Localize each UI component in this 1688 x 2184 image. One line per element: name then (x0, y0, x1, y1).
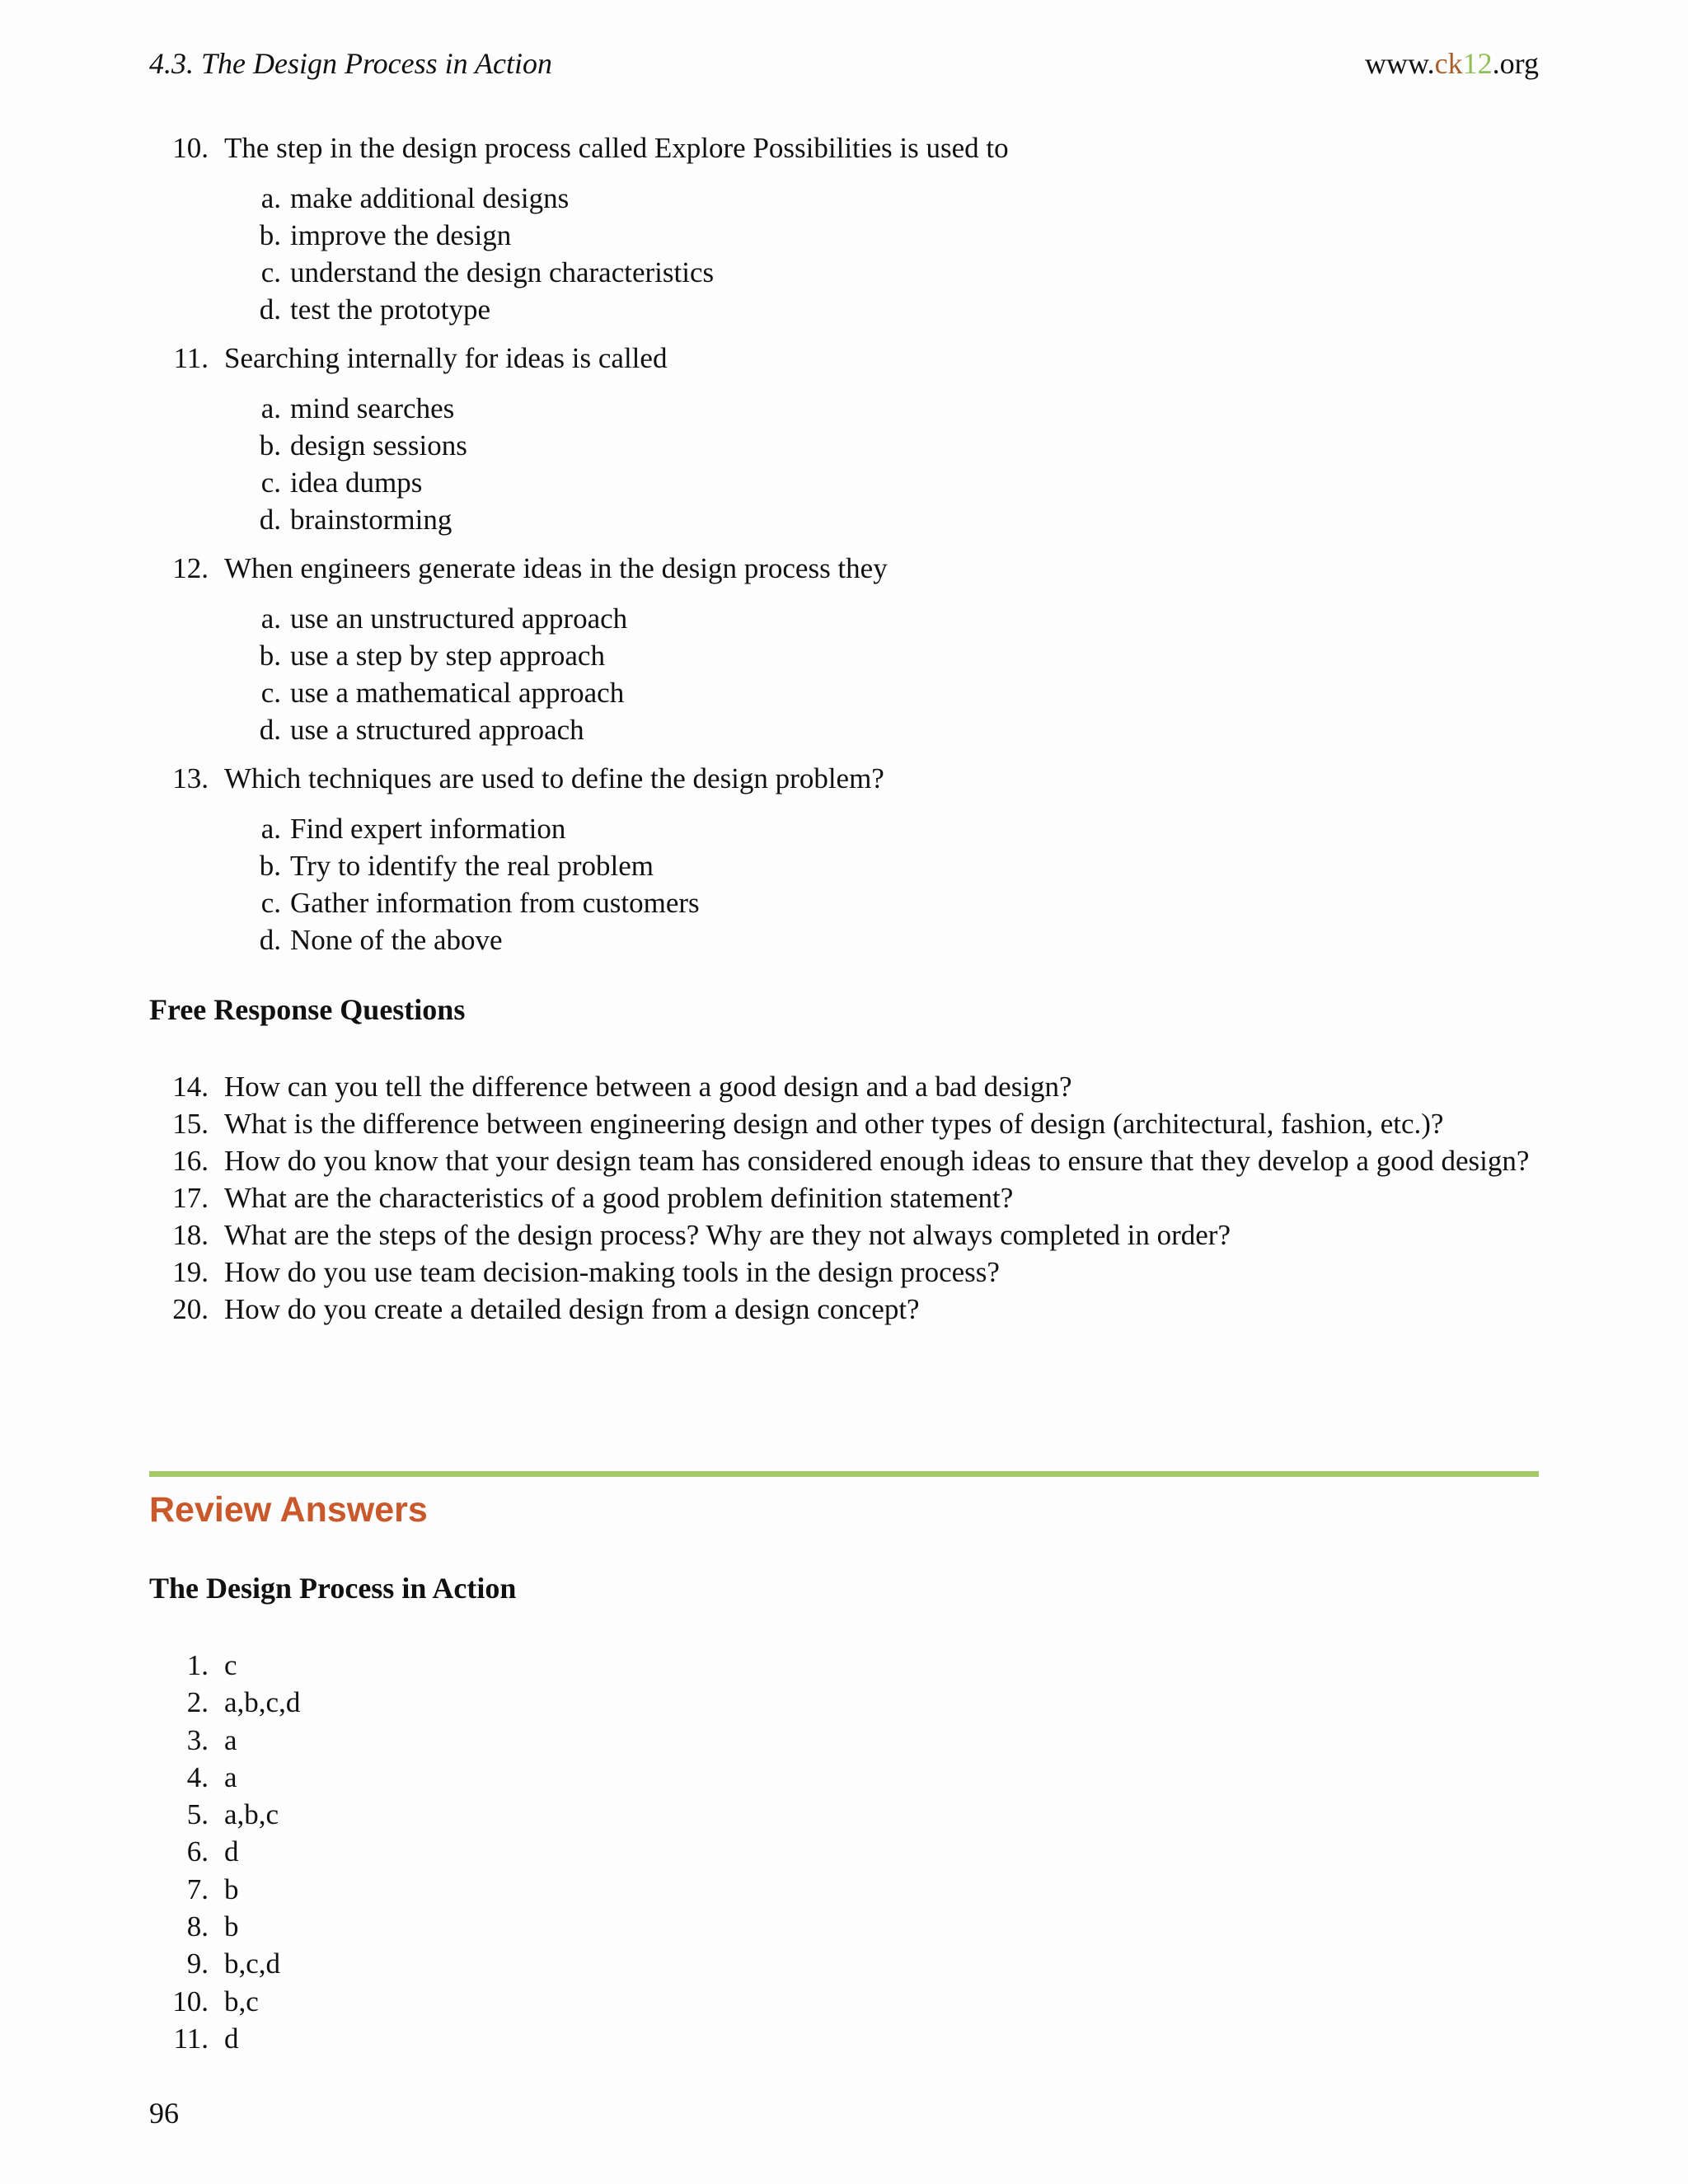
page-number: 96 (149, 2097, 179, 2130)
question-item (149, 550, 1539, 587)
option-text: brainstorming (290, 504, 452, 536)
option-list (149, 180, 1539, 328)
option-item (149, 291, 1539, 328)
question-item (149, 129, 1539, 166)
option-letter: c. (260, 887, 281, 919)
option-letter: b. (259, 640, 281, 672)
answer-item (149, 1871, 809, 1908)
answer-text: a,b,c,d (224, 1686, 301, 1719)
free-response-item (149, 1291, 1539, 1328)
free-response-item (149, 1254, 1539, 1291)
answer-item (149, 1833, 809, 1870)
option-text: idea dumps (290, 466, 423, 499)
review-subtitle: The Design Process in Action (149, 1572, 517, 1605)
review-answers-title: Review Answers (149, 1490, 428, 1530)
answer-item (149, 1796, 809, 1833)
answer-text: d (224, 2022, 239, 2055)
question-number: 18. (172, 1219, 209, 1251)
answer-item (149, 1983, 809, 2020)
answer-item (149, 1684, 809, 1721)
option-text: use a structured approach (290, 714, 584, 746)
question-text: What are the steps of the design process? Why are they not always completed in order? (224, 1219, 1231, 1251)
option-letter: c. (260, 466, 281, 499)
option-letter: c. (260, 677, 281, 709)
option-item (149, 921, 1539, 958)
option-item (149, 847, 1539, 884)
answer-text: b (224, 1910, 239, 1943)
question-number: 20. (172, 1293, 209, 1325)
question-number: 16. (172, 1145, 209, 1177)
site-ck: ck (1434, 47, 1463, 80)
question-number: 14. (172, 1071, 209, 1103)
option-item (149, 637, 1539, 674)
free-response-item (149, 1179, 1539, 1216)
answer-number: 3. (186, 1723, 209, 1756)
option-item (149, 600, 1539, 637)
question-number: 15. (172, 1108, 209, 1140)
option-item (149, 180, 1539, 217)
answer-number: 7. (186, 1872, 209, 1905)
answer-number: 9. (186, 1947, 209, 1980)
site-12: 12 (1462, 47, 1493, 80)
question-text: How do you know that your design team has considered enough ideas to ensure that they develop a good design? (224, 1145, 1530, 1177)
option-text: None of the above (290, 924, 503, 956)
answer-item (149, 2020, 809, 2057)
option-letter: b. (259, 429, 281, 462)
answer-list (149, 1647, 809, 2057)
option-item (149, 711, 1539, 748)
option-list (149, 600, 1539, 748)
main-content (149, 129, 1539, 1328)
option-letter: d. (259, 504, 281, 536)
option-letter: c. (260, 256, 281, 288)
option-letter: a. (260, 602, 281, 635)
question-text: How do you create a detailed design from a design concept? (224, 1293, 920, 1325)
option-letter: d. (259, 293, 281, 326)
option-text: Find expert information (290, 813, 566, 845)
site-prefix: www. (1365, 47, 1435, 80)
option-text: improve the design (290, 219, 512, 251)
question-number: 10. (172, 132, 209, 164)
question-number: 13. (172, 762, 209, 794)
answer-text: a,b,c (224, 1798, 279, 1831)
option-item (149, 217, 1539, 254)
answer-text: c (224, 1649, 237, 1681)
answer-text: b,c (224, 1985, 259, 2018)
question-text: How do you use team decision-making tools in the design process? (224, 1256, 1000, 1288)
free-response-item (149, 1105, 1539, 1142)
answer-number: 5. (186, 1798, 209, 1831)
question-text: What is the difference between engineering design and other types of design (architectural, fashion, etc.)? (224, 1108, 1444, 1140)
page-header (149, 46, 1539, 87)
answer-number: 2. (186, 1686, 209, 1719)
option-list (149, 390, 1539, 538)
option-letter: d. (259, 714, 281, 746)
free-response-item (149, 1216, 1539, 1254)
question-text: Searching internally for ideas is called (224, 342, 668, 374)
option-text: mind searches (290, 392, 455, 424)
site-url (1365, 46, 1539, 81)
free-response-heading: Free Response Questions (149, 993, 466, 1026)
answer-item (149, 1908, 809, 1945)
option-item (149, 810, 1539, 847)
option-text: use an unstructured approach (290, 602, 628, 635)
option-letter: a. (260, 392, 281, 424)
option-text: use a mathematical approach (290, 677, 625, 709)
multiple-choice-list (149, 129, 1539, 958)
question-number: 17. (172, 1182, 209, 1214)
answer-number: 10. (172, 1985, 209, 2018)
option-text: Try to identify the real problem (290, 850, 654, 882)
question-text: Which techniques are used to define the design problem? (224, 762, 884, 794)
option-letter: d. (259, 924, 281, 956)
answer-text: b,c,d (224, 1947, 281, 1980)
option-item (149, 674, 1539, 711)
answer-number: 6. (186, 1835, 209, 1868)
free-response-item (149, 1142, 1539, 1179)
answer-number: 1. (186, 1649, 209, 1681)
answer-item (149, 1759, 809, 1796)
option-item (149, 254, 1539, 291)
question-number: 11. (173, 342, 209, 374)
answer-number: 11. (173, 2022, 209, 2055)
option-text: Gather information from customers (290, 887, 700, 919)
option-item (149, 390, 1539, 427)
site-suffix: .org (1492, 47, 1539, 80)
option-list (149, 810, 1539, 958)
option-letter: a. (260, 813, 281, 845)
option-item (149, 884, 1539, 921)
question-number: 19. (172, 1256, 209, 1288)
question-number: 12. (172, 552, 209, 584)
answer-number: 4. (186, 1760, 209, 1793)
section-title: 4.3. The Design Process in Action (149, 47, 552, 80)
answer-text: a (224, 1760, 237, 1793)
option-item (149, 464, 1539, 501)
option-text: test the prototype (290, 293, 491, 326)
question-text: When engineers generate ideas in the design process they (224, 552, 888, 584)
answer-text: d (224, 1835, 239, 1868)
option-letter: a. (260, 182, 281, 214)
free-response-item (149, 1068, 1539, 1105)
option-item (149, 501, 1539, 538)
answer-text: b (224, 1872, 239, 1905)
answer-item (149, 1722, 809, 1759)
question-text: What are the characteristics of a good problem definition statement? (224, 1182, 1014, 1214)
question-item (149, 340, 1539, 377)
answer-text: a (224, 1723, 237, 1756)
answer-number: 8. (186, 1910, 209, 1943)
free-response-list (149, 1068, 1539, 1328)
question-item (149, 760, 1539, 797)
option-text: design sessions (290, 429, 467, 462)
option-item (149, 427, 1539, 464)
option-text: make additional designs (290, 182, 570, 214)
option-text: use a step by step approach (290, 640, 605, 672)
option-text: understand the design characteristics (290, 256, 715, 288)
question-text: How can you tell the difference between a good design and a bad design? (224, 1071, 1072, 1103)
section-divider (149, 1471, 1539, 1477)
option-letter: b. (259, 850, 281, 882)
question-text: The step in the design process called Explore Possibilities is used to (224, 132, 1009, 164)
answer-item (149, 1945, 809, 1982)
option-letter: b. (259, 219, 281, 251)
answer-item (149, 1647, 809, 1684)
